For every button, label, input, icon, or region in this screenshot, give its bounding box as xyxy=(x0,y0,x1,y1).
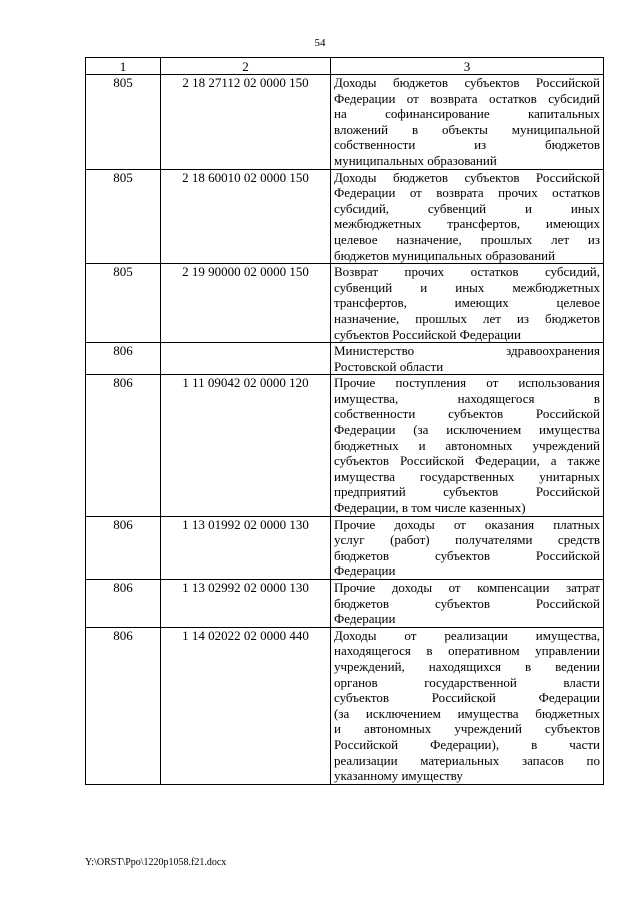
income-code-cell: 1 13 02992 02 0000 130 xyxy=(161,580,331,628)
file-path-footer: Y:\ORST\Ppo\1220p1058.f21.docx xyxy=(85,857,227,868)
header-col-3: 3 xyxy=(331,58,604,75)
table-row xyxy=(86,264,604,343)
header-col-1: 1 xyxy=(86,58,161,75)
description-line: субвенций и иных межбюджетных xyxy=(334,279,600,295)
description-line: субсидий, субвенций и иных xyxy=(334,200,600,216)
admin-code-cell: 806 xyxy=(86,343,161,375)
table-row xyxy=(86,375,604,516)
description-line: трансфертов, имеющих целевое xyxy=(334,295,600,311)
admin-code-cell: 806 xyxy=(86,375,161,516)
admin-code-cell: 806 xyxy=(86,516,161,579)
table-header-row xyxy=(86,58,604,75)
description-line: Федерации (за исключением имущества xyxy=(334,422,600,438)
income-codes-table xyxy=(85,57,604,785)
description-line: Прочие поступления от использования xyxy=(334,375,600,391)
table-row xyxy=(86,343,604,375)
income-code-cell: 1 14 02022 02 0000 440 xyxy=(161,627,331,784)
description-line: Доходы от реализации имущества, xyxy=(334,627,600,643)
description-line: имущества государственных унитарных xyxy=(334,468,600,484)
description-line: субъектов Российской Федерации xyxy=(334,326,521,342)
description-line: Доходы бюджетов субъектов Российской xyxy=(334,75,600,90)
description-cell xyxy=(331,264,604,343)
income-code-cell: 2 19 90000 02 0000 150 xyxy=(161,264,331,343)
description-line: Возврат прочих остатков субсидий, xyxy=(334,264,600,280)
description-line: Ростовской области xyxy=(334,358,444,374)
description-line: и автономных учреждений субъектов xyxy=(334,721,600,737)
description-line: Прочие доходы от компенсации затрат xyxy=(334,580,600,595)
description-line: предприятий субъектов Российской xyxy=(334,484,600,500)
description-line: реализации материальных запасов по xyxy=(334,752,600,768)
description-line: (за исключением имущества бюджетных xyxy=(334,705,600,721)
income-code-cell xyxy=(161,343,331,375)
description-line: Федерации xyxy=(334,611,396,627)
description-line: имущества, находящегося в xyxy=(334,390,600,406)
table-row xyxy=(86,169,604,264)
description-cell xyxy=(331,627,604,784)
table-row xyxy=(86,580,604,628)
admin-code-cell: 805 xyxy=(86,169,161,264)
description-line: услуг (работ) получателями средств xyxy=(334,532,600,548)
description-line: субъектов Российской Федерации, а также xyxy=(334,453,600,469)
description-line: Федерации от возврата остатков субсидий xyxy=(334,90,600,106)
description-line: собственности субъектов Российской xyxy=(334,406,600,422)
income-code-cell: 1 13 01992 02 0000 130 xyxy=(161,516,331,579)
table-row xyxy=(86,75,604,170)
income-code-cell: 1 11 09042 02 0000 120 xyxy=(161,375,331,516)
description-cell xyxy=(331,516,604,579)
description-line: бюджетных и автономных учреждений xyxy=(334,437,600,453)
description-line: бюджетов субъектов Российской xyxy=(334,547,600,563)
description-line: субъектов Российской Федерации xyxy=(334,690,600,706)
description-line: целевое назначение, прошлых лет из xyxy=(334,231,600,247)
description-line: Федерации xyxy=(334,563,396,579)
description-line: межбюджетных трансфертов, имеющих xyxy=(334,216,600,232)
header-col-2: 2 xyxy=(161,58,331,75)
description-line: Российской Федерации), в части xyxy=(334,736,600,752)
description-line: учреждений, находящихся в ведении xyxy=(334,658,600,674)
description-cell xyxy=(331,375,604,516)
income-code-cell: 2 18 60010 02 0000 150 xyxy=(161,169,331,264)
description-line: бюджетов субъектов Российской xyxy=(334,595,600,611)
description-line: назначение, прошлых лет из бюджетов xyxy=(334,310,600,326)
page-number: 54 xyxy=(314,37,326,49)
description-line: Федерации, в том числе казенных) xyxy=(334,500,526,516)
description-line: Прочие доходы от оказания платных xyxy=(334,516,600,532)
table-row xyxy=(86,516,604,579)
admin-code-cell: 805 xyxy=(86,264,161,343)
description-line: собственности из бюджетов xyxy=(334,137,600,153)
description-cell xyxy=(331,169,604,264)
description-line: бюджетов муниципальных образований xyxy=(334,247,556,263)
description-line: муниципальных образований xyxy=(334,152,497,168)
description-line: на софинансирование капитальных xyxy=(334,106,600,122)
table-row xyxy=(86,627,604,784)
description-line: Федерации от возврата прочих остатков xyxy=(334,185,600,201)
admin-code-cell: 806 xyxy=(86,627,161,784)
admin-code-cell: 806 xyxy=(86,580,161,628)
description-line: указанному имуществу xyxy=(334,768,463,784)
admin-code-cell: 805 xyxy=(86,75,161,170)
description-line: Доходы бюджетов субъектов Российской xyxy=(334,169,600,185)
description-cell xyxy=(331,75,604,170)
description-cell xyxy=(331,343,604,375)
description-line: органов государственной власти xyxy=(334,674,600,690)
description-line: находящегося в оперативном управлении xyxy=(334,643,600,659)
description-line: Министерство здравоохранения xyxy=(334,343,600,359)
description-line: вложений в объекты муниципальной xyxy=(334,121,600,137)
income-code-cell: 2 18 27112 02 0000 150 xyxy=(161,75,331,170)
description-cell xyxy=(331,580,604,628)
